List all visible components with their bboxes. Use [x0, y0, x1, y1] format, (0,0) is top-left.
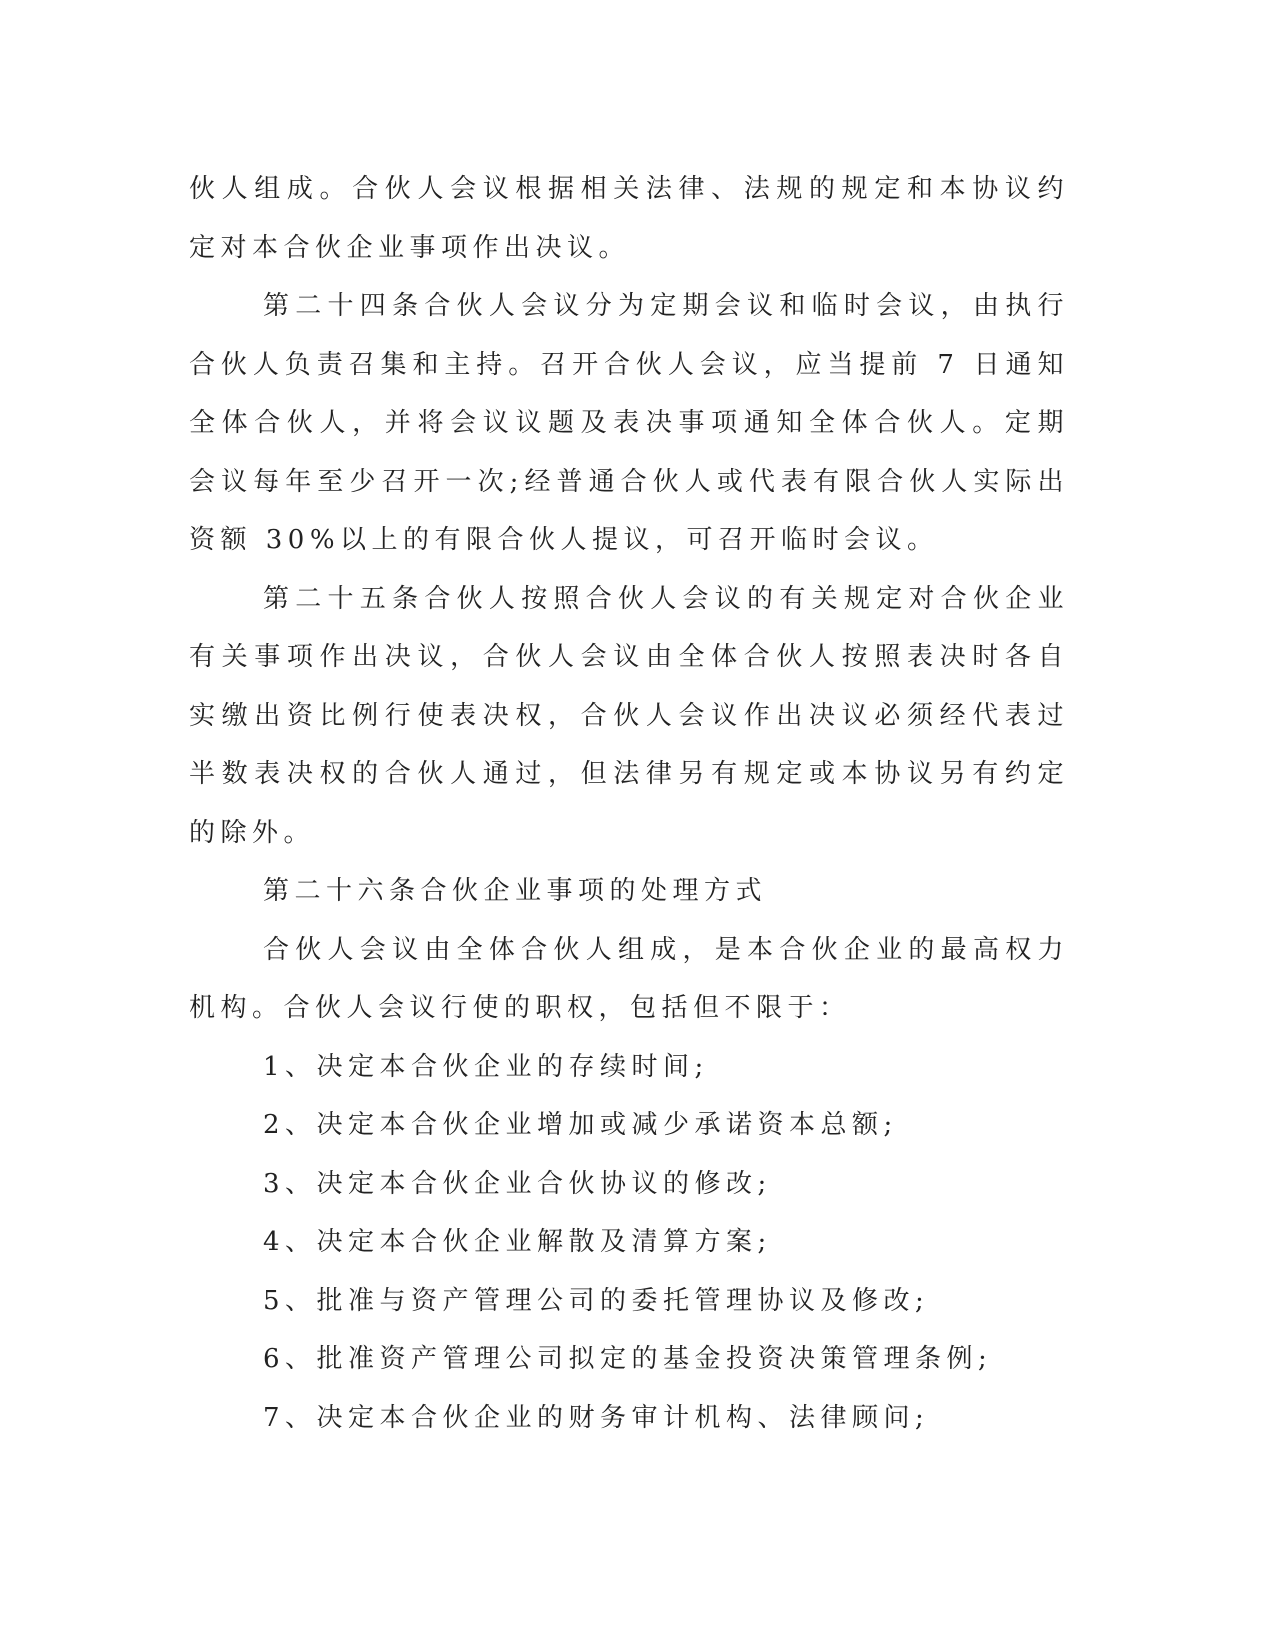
document-body: [189, 160, 1069, 1447]
paragraph-article-24: 第二十四条合伙人会议分为定期会议和临时会议，由执行合伙人负责召集和主持。召开合伙人会议，应当提前 7 日通知全体合伙人，并将会议议题及表决事项通知全体合伙人。定期会议每年至少召开一次;经普通合伙人或代表有限合伙人实际出资额 30%以上的有限合伙人提议，可召开临时会议。: [189, 291, 1069, 555]
paragraph-continuation: 伙人组成。合伙人会议根据相关法律、法规的规定和本协议约定对本合伙企业事项作出决议。: [189, 174, 1069, 263]
list-item: 7、决定本合伙企业的财务审计机构、法律顾问;: [263, 1402, 930, 1433]
list-item: 5、批准与资产管理公司的委托管理协议及修改;: [263, 1285, 930, 1316]
list-item: 4、决定本合伙企业解散及清算方案;: [263, 1227, 772, 1257]
paragraph-article-25: 第二十五条合伙人按照合伙人会议的有关规定对合伙企业有关事项作出决议，合伙人会议由全体合伙人按照表决时各自实缴出资比例行使表决权，合伙人会议作出决议必须经代表过半数表决权的合伙人通过，但法律另有规定或本协议另有约定的除外。: [189, 583, 1069, 848]
list-item: 3、决定本合伙企业合伙协议的修改;: [263, 1168, 772, 1199]
paragraph-article-26-heading: 第二十六条合伙企业事项的处理方式: [263, 876, 768, 906]
list-item: 2、决定本合伙企业增加或减少承诺资本总额;: [263, 1110, 898, 1140]
list-item: 6、批准资产管理公司拟定的基金投资决策管理条例;: [263, 1344, 993, 1374]
list-item: 1、决定本合伙企业的存续时间;: [263, 1051, 709, 1082]
paragraph-meeting-powers: 合伙人会议由全体合伙人组成，是本合伙企业的最高权力机构。合伙人会议行使的职权，包括但不限于：: [189, 934, 1069, 1023]
